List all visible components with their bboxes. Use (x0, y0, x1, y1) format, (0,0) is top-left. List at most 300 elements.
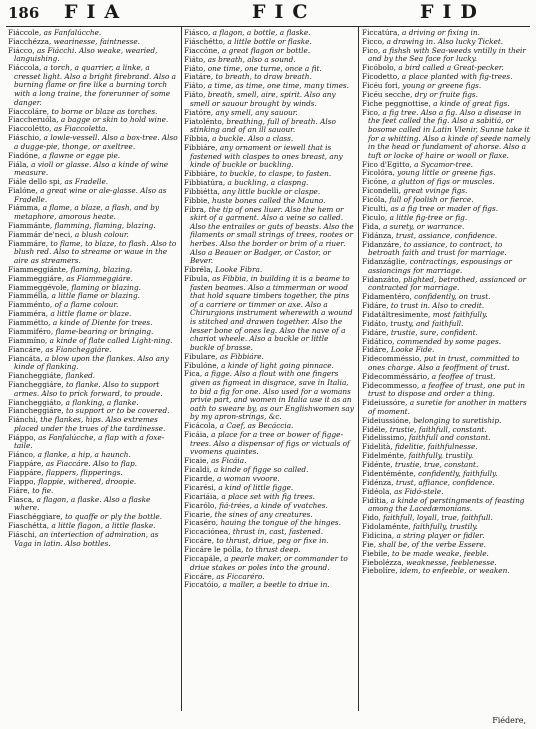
entry-headword: Fiáppo, (8, 432, 36, 442)
entry-headword: Fibra, (184, 204, 207, 214)
entry-definition: a buckling, a claspng. (227, 177, 309, 187)
dictionary-entry (184, 370, 354, 422)
entry-headword: Fidanzáre, (362, 239, 402, 249)
entry-headword: Fidénza, (362, 477, 394, 487)
entry-headword: Fibbie, (184, 195, 210, 205)
entry-definition: put in trust, committed to ones charge. Also a feoffment of trust. (368, 354, 520, 372)
entry-definition: confidently, on trust. (414, 292, 491, 302)
dictionary-entry (8, 531, 178, 548)
entry-headword: Fidecomméssio, (362, 354, 422, 364)
entry-headword: Fiánchi, (8, 415, 38, 425)
entry-headword: Fiammiféro, (8, 327, 54, 337)
dictionary-entry (8, 161, 178, 178)
entry-definition: a fig tree. Also a fig. Also a disease in the feet called the fig. Also a sabitiá, or bosome called in Latin Vlenir, Sunne take it for a whitting. Also a kinde of seede namely in the head or fundament of ahorse. Also a tuft or locke of haire or wooll or flaxe. (368, 107, 531, 160)
entry-definition: to thrust, driue, peg or fixe in. (216, 536, 329, 546)
entry-headword: Fiáto, (184, 81, 206, 91)
entry-headword: Fida, (362, 221, 381, 231)
entry-definition: a place set with fig trees. (221, 491, 315, 501)
entry-definition: a violl or glasse. Also a kinde of wine measure. (14, 159, 169, 178)
entry-definition: to borne or blaze as torches. (51, 106, 158, 116)
entry-definition: a flanking, a flanke. (65, 397, 139, 407)
entry-headword: Ficariáia, (184, 491, 220, 501)
dictionary-entry (362, 276, 532, 293)
entry-definition: flamming, flaming, blazing. (54, 220, 156, 230)
dictionary-entry (8, 496, 178, 513)
entry-headword: Fiáto, (184, 90, 206, 100)
entry-headword: Fiammeggévole, (8, 282, 70, 292)
entry-definition: a little bottle or flaske. (227, 36, 312, 46)
entry-definition: as Fanfalúcche, a flap with a foxe-taile. (14, 432, 165, 451)
entry-headword: Fialóne, (8, 185, 38, 195)
dictionary-entry (362, 399, 532, 416)
entry-definition: to flanke. Also to support armes. Also to prick forward, to proude. (14, 380, 163, 398)
entry-definition: a lowle-vessell. Also a box-tree. Also a dugge-pie, thonge, or axeltree. (14, 133, 178, 151)
entry-headword: Ficcatúra, (362, 29, 400, 37)
dictionary-entry (184, 555, 354, 572)
entry-headword: Fiatolénto, (184, 116, 225, 126)
entry-definition: to assiance, to contract, to betroath faith and trust for marriage. (368, 239, 507, 258)
entry-definition: a feoffee of trust. (431, 371, 496, 381)
entry-definition: a kind of little figge. (218, 482, 294, 492)
entry-definition: a little flame or blazing. (51, 291, 140, 301)
entry-headword: Fidicina, (362, 530, 395, 540)
dictionary-entry (184, 581, 354, 590)
entry-definition: as Fiácchi. Also weake, wearied, languishing. (14, 45, 158, 64)
entry-definition: one time, one turne, once a fit. (207, 63, 322, 73)
entry-headword: Fidítia, (362, 495, 389, 505)
entry-headword: Fiáto, (184, 54, 206, 64)
entry-headword: Ficarde, (184, 474, 215, 483)
entry-definition: trust, affiance, confidence. (395, 477, 495, 487)
entry-headword: Fibbiatúra, (184, 177, 226, 187)
entry-definition: a great wine or ale-glasse. Also as Fradelle. (14, 185, 167, 204)
entry-headword: Ficcáre le pólla, (184, 545, 244, 555)
entry-headword: Fiamméra, (8, 309, 49, 319)
entry-headword: Fidáre, (362, 300, 389, 310)
entry-headword: Fiappo, (8, 476, 36, 486)
entry-definition: the sines of any creatures. (214, 509, 313, 519)
dictionary-entry (184, 206, 354, 266)
entry-definition: faithfully, trustily. (412, 522, 478, 532)
entry-headword: Fidático, (362, 336, 395, 346)
entry-headword: Fiámma, (8, 203, 41, 213)
entry-definition: as Ficcaréro. (216, 571, 265, 581)
entry-definition: a buckle. Also a class. (212, 134, 294, 144)
entry-definition: an interiection of admiration, as Vaga in latin. Also bottles. (14, 530, 159, 548)
entry-definition: a string player or fidler. (396, 530, 485, 540)
entry-headword: Ficcatóio, (184, 580, 221, 590)
entry-definition: as Fibbiáre. (219, 351, 264, 361)
entry-headword: Fidánza, (362, 230, 394, 240)
dictionary-column-right (362, 29, 532, 711)
entry-headword: Ficaldi, (184, 465, 212, 475)
entry-definition: as a fig tree or mader of figs. (390, 204, 499, 214)
entry-definition: young little or greene figs. (397, 168, 496, 178)
entry-headword: Fiáschio, (8, 133, 42, 143)
entry-headword: Fideiussóre, (362, 398, 408, 408)
dictionary-entry (184, 275, 354, 352)
entry-headword: Ficcáre, (184, 571, 215, 581)
entry-headword: Fiála, (8, 159, 29, 169)
entry-definition: huste bones called the Mauno. (212, 195, 326, 205)
dictionary-entry (8, 134, 178, 151)
entry-definition: weaknesse, feeblenesse. (406, 557, 497, 567)
dictionary-entry (362, 382, 532, 399)
entry-definition: confidently, faithfully. (418, 468, 498, 478)
header-rule (6, 26, 530, 27)
entry-headword: Fiáccola, (8, 63, 42, 73)
entry-headword: Fiácco, (8, 45, 35, 55)
dictionary-entry (8, 240, 178, 266)
entry-definition: fiá-trées, a kinde of vvatches. (219, 500, 328, 510)
entry-headword: Ficarie, (184, 509, 213, 519)
entry-headword: Fiammétto, (8, 318, 51, 328)
dictionary-entry (362, 241, 532, 258)
entry-headword: Fibulóne, (184, 360, 219, 370)
entry-definition: the tip of ones liuer. Also the hem or skirt of a garment. Also a veine so called. Also the entrailes or guts of beasts. Also the filaments or small strings of trees, rootes or herbes. Also the border or brim of a riuer. Also a Beauer or Badger, or Castor, or Bever. (190, 204, 354, 266)
dictionary-column-middle (184, 29, 354, 711)
entry-definition: as Fidó-stele. (394, 486, 444, 496)
entry-definition: a kinde of figge so called. (213, 465, 309, 475)
dictionary-entry (362, 109, 532, 161)
entry-headword: Fiappáre, (8, 459, 44, 469)
entry-headword: Ficaie, (184, 456, 209, 466)
entry-headword: Fidanzáto, (362, 274, 401, 284)
dictionary-entry (8, 434, 178, 451)
entry-definition: shall be, of the verbe Essere. (378, 539, 486, 549)
entry-definition: commended by some pages. (396, 336, 502, 346)
entry-definition: trusty, and faithfull. (390, 318, 464, 328)
entry-headword: Ficarólo, (184, 500, 217, 510)
page-header (0, 0, 536, 26)
entry-definition: a Caef, as Becáccia. (219, 421, 294, 431)
entry-definition: flanked. (65, 371, 96, 381)
entry-definition: to flame, to blaze, to flash. Also to blush red. Also to streame or waue in the aire as streamers. (14, 238, 177, 265)
entry-definition: a kinde of flate called Light-ning. (49, 335, 173, 345)
entry-headword: Ficodetto, (362, 72, 400, 82)
entry-headword: Fidatáltresimente, (362, 309, 431, 319)
entry-headword: Fico, (362, 45, 381, 55)
dictionary-entry (184, 431, 354, 457)
entry-definition: a feoffee of trust, one put in trust to dispose and order a thing. (368, 380, 526, 399)
entry-headword: Fiáschétto, (184, 36, 226, 46)
entry-headword: Ficcapále, (184, 554, 222, 564)
entry-headword: Fiche peggnottise, (362, 98, 431, 108)
entry-headword: Fiatáre, (184, 72, 214, 82)
entry-headword: Fiaccolétto, (8, 124, 52, 134)
dictionary-entry (184, 118, 354, 135)
entry-headword: Ficulti, (362, 204, 389, 214)
entry-headword: Fie, (362, 539, 377, 549)
entry-definition: a flawne or egge pie. (42, 150, 121, 160)
entry-headword: Fidelménte, (362, 451, 407, 461)
entry-headword: Ficóne, (362, 177, 390, 187)
entry-definition: most faithfully. (432, 309, 488, 319)
entry-definition: to thrust deep. (245, 545, 301, 555)
entry-definition: a bird called a Great-pecker. (398, 63, 504, 73)
entry-definition: a place for a tree or bower of figge-trees. Also a dispensar of figs or victuals of vvomens quaintes. (190, 430, 350, 457)
entry-headword: Fiammélla, (8, 291, 50, 301)
entry-definition: a drawing in. Also lucky Ticket. (386, 36, 504, 46)
entry-definition: a kinde of light going pinnace. (221, 360, 334, 370)
entry-definition: faithfull, loyall, true, faithfull. (383, 513, 493, 523)
entry-headword: Fidanzáglie, (362, 257, 408, 267)
entry-definition: a figge. Also a flout with one fingers given as figmeat in disgrace, save in Italia, to bid a fig for one. Also used for a womans privie part, and women in Italia use it as an oath to sweare by, as our Englishwomen say by my apron-strings, &c. (190, 369, 354, 422)
entry-headword: Fiadóne, (8, 150, 41, 160)
entry-headword: Ficulo, (362, 212, 388, 222)
entry-headword: Fidéle, (362, 424, 388, 434)
entry-headword: Ficco, (362, 36, 385, 46)
entry-headword: Fibbiétta, (184, 186, 220, 196)
running-head-left: FIA (64, 1, 129, 23)
dictionary-entry (8, 204, 178, 221)
entry-headword: Fibréla, (184, 265, 213, 275)
entry-headword: Ficéu secche, (362, 89, 413, 99)
entry-headword: Fiánco, (8, 450, 36, 460)
entry-headword: Ficáia, (184, 430, 209, 440)
entry-headword: Fiammáre, (8, 238, 49, 248)
entry-definition: a flagon, a bottle, a flaske. (212, 29, 311, 37)
entry-headword: Fiebolézza, (362, 557, 404, 567)
entry-definition: any smell, any sauour. (215, 107, 298, 117)
entry-headword: Fiammár de'neci, (8, 229, 73, 239)
entry-definition: flaming or blazing. (71, 282, 141, 292)
dictionary-entry (362, 258, 532, 275)
entry-headword: Fidáre, (362, 345, 389, 355)
entry-definition: great vvinge figs. (403, 186, 468, 196)
entry-definition: as Fiaccoletta. (53, 124, 108, 134)
entry-headword: Fiasca, (8, 494, 35, 504)
page-number: 186 (8, 4, 40, 22)
entry-definition: to buckle, to claspe, to fasten. (219, 169, 332, 179)
entry-definition: a flagon, a flaske. Also a flaske where. (14, 494, 151, 513)
entry-headword: Fiaschétta, (8, 521, 50, 531)
entry-headword: Fiancheggiáto, (8, 397, 64, 407)
entry-definition: hauing the tongue of the hinges. (220, 518, 341, 528)
entry-definition: flappers, flipperings. (45, 468, 123, 478)
entry-definition: a flame, a blaze, a flash, and by metaphore, amorous heate. (14, 203, 159, 222)
entry-definition: breathing, full of breath. Also stinking and of an ill sauour. (190, 116, 336, 135)
entry-definition: a fishsh with Sea-weeds vntilly in their and by the Sea face for lucky. (368, 45, 526, 64)
entry-definition: thrust in, cast, fastened. (232, 527, 324, 537)
entry-headword: Fiancheggiáre, (8, 380, 64, 390)
entry-definition: a woman vvoore. (216, 474, 280, 483)
entry-headword: Ficóbolo, (362, 63, 396, 73)
entry-definition: as Fiaccáre. Also to flap. (45, 459, 137, 469)
entry-headword: Fibbiáre, (184, 142, 218, 152)
entry-definition: a torch, a quarrier, a linke, a cresset light. Also a bright firebrand. Also a burning flame or fire like a burning torch with a long traine, the forerunner of some danger. (14, 63, 177, 107)
entry-definition: a glutton of figs or muscles. (391, 177, 495, 187)
entry-headword: Ficcáre, (184, 536, 215, 546)
dictionary-entry (362, 567, 532, 576)
entry-definition: Looke Fide. (390, 345, 435, 355)
entry-definition: Looke Fibra. (215, 265, 263, 275)
entry-definition: a surety, or warrance. (383, 221, 465, 231)
entry-headword: Fiappáre, (8, 468, 44, 478)
entry-definition: full of foolish or fierce. (389, 195, 474, 205)
entry-definition: a kinde of Diente for trees. (52, 318, 153, 328)
dictionary-entry (8, 47, 178, 64)
entry-headword: Fibbiáre, (184, 169, 218, 179)
entry-definition: faithfull and constant. (408, 433, 491, 443)
dictionary-entry (362, 47, 532, 64)
entry-headword: Fidamentéro, (362, 292, 412, 302)
entry-definition: as Fiancheggiáre. (45, 344, 112, 354)
entry-headword: Fidáre, (362, 327, 389, 337)
entry-definition: of a flame colour. (54, 300, 119, 310)
entry-headword: Ficéu fori, (362, 81, 401, 91)
dictionary-entry (362, 355, 532, 372)
entry-definition: a little fig-tree or fig. (389, 212, 468, 222)
entry-definition: a blow upon the flankes. Also any kinde of flanking. (14, 353, 169, 372)
entry-headword: Fidentéménte, (362, 468, 416, 478)
entry-headword: Fiancáta, (8, 353, 43, 363)
entry-definition: a bagge or skin to hold wine. (60, 115, 169, 125)
dictionary-entry (8, 187, 178, 204)
entry-headword: Fiammíno, (8, 335, 48, 345)
entry-definition: a little flame or blaze. (50, 309, 132, 319)
entry-definition: fidelitie, faithfulnesse. (394, 442, 478, 452)
entry-headword: Ficaséro, (184, 518, 219, 528)
catchword: Fiédere, (492, 716, 526, 725)
entry-definition: to trust in. Also to credit. (390, 300, 485, 310)
entry-headword: Fiancheggiáre, (8, 406, 64, 416)
entry-definition: as Fradelle. (64, 177, 109, 187)
entry-definition: a suretie for another in matters of moment. (368, 398, 527, 416)
entry-headword: Fidelissimo, (362, 433, 407, 443)
entry-headword: Fiacchézza, (8, 36, 52, 46)
entry-headword: Fiaccóne, (184, 45, 220, 55)
entry-definition: as Fanfalúcche. (43, 29, 102, 37)
entry-definition: a kinde of perstingments of feasting among the Lacedæmonians. (368, 495, 525, 514)
entry-headword: Ficcaciónea, (184, 527, 231, 537)
entry-definition: young or greene figs. (402, 81, 482, 91)
entry-headword: Fiancheggiáte, (8, 371, 64, 381)
entry-headword: Ficondelli, (362, 186, 401, 196)
entry-definition: a driving or fixing in. (402, 29, 480, 37)
column-rule (358, 27, 359, 711)
entry-definition: trustie, faithfull, constant. (389, 424, 487, 434)
entry-headword: Fiancáre, (8, 344, 44, 354)
entry-definition: trust, assiance, confidence. (395, 230, 498, 240)
entry-definition: a pearle maker, or commander to driue stakes or poles into the ground. (190, 554, 348, 572)
entry-definition: wearinesse, faintnesse. (53, 36, 140, 46)
entry-definition: trustie, true, constant. (394, 460, 479, 470)
entry-headword: Fidénte, (362, 460, 393, 470)
entry-headword: Fiaschéggiare, (8, 512, 63, 522)
entry-headword: Fiatóre, (184, 107, 214, 117)
entry-headword: Fíbula, (184, 273, 210, 283)
column-rule (181, 27, 182, 711)
entry-definition: flame-bearing or bringing. (55, 327, 154, 337)
entry-headword: Fico, (362, 107, 381, 117)
entry-definition: as Ficáia. (211, 456, 247, 466)
entry-headword: Fidelità, (362, 442, 393, 452)
entry-headword: Fiammánte, (8, 220, 53, 230)
entry-definition: as Fibbia, in building it is a beame to fasten beames. Also a timmerman or wood that hold square timbers together, the pins of a carriere or timmer or axe. Also a Chirurgions instrument wherewith a wound is stitched and drawen together. Also the lesser bone of ones leg. Also the nave of a chariot wheele. Also a buckle or little buckle of brasse. (190, 273, 353, 352)
entry-headword: Fiamménto, (8, 300, 53, 310)
dictionary-entry (8, 381, 178, 398)
entry-definition: any little buckle or claspe. (222, 186, 321, 196)
entry-headword: Ficácola, (184, 421, 218, 431)
entry-headword: Fica, (184, 369, 203, 379)
entry-headword: Fiále dello spi, (8, 177, 63, 187)
entry-definition: trustie, sure, confident. (390, 327, 478, 337)
entry-headword: Ficolóra, (362, 168, 395, 178)
dictionary-entry (8, 64, 178, 107)
entry-definition: a place planted with fig-trees. (401, 72, 513, 82)
entry-definition: as breath, also a sound. (207, 54, 296, 64)
entry-definition: contractings, espousings or assiancings for marriage. (368, 257, 512, 275)
entry-definition: to breath, to draw breath. (215, 72, 312, 82)
entry-definition: faithfully, trustily. (408, 451, 474, 461)
entry-definition: a maller, a beetle to driue in. (222, 580, 330, 590)
entry-definition: flaming, blazing. (70, 264, 133, 274)
entry-headword: Fidecomméssário, (362, 371, 430, 381)
entry-definition: a great flagon or bottle. (221, 45, 311, 55)
entry-headword: Fiammeggiánte, (8, 264, 69, 274)
entry-definition: a kinde of great figs. (433, 98, 510, 108)
entry-definition: a Sycamor-tree. (414, 159, 473, 169)
entry-headword: Fiáccole, (8, 29, 42, 37)
entry-headword: Fido, (362, 513, 381, 523)
entry-headword: Fiáto, (184, 63, 206, 73)
entry-definition: the flankes, hips. Also extremes placed under the trues of the tardinesse. (14, 415, 166, 433)
dictionary-entry (8, 355, 178, 372)
entry-definition: plighted, betrothed, assianced or contracted for marriage. (368, 274, 527, 293)
running-head-center: FIC (252, 1, 317, 23)
dictionary-entry (184, 91, 354, 108)
entry-headword: Fidáto, (362, 318, 389, 328)
running-head-right: FID (420, 1, 486, 23)
entry-headword: Fidolaménte, (362, 522, 411, 532)
dictionary-entry (8, 416, 178, 433)
entry-headword: Fiáschi, (8, 530, 37, 540)
entry-headword: Fiebile, (362, 548, 390, 558)
entry-definition: a little flagon, a little flaske. (51, 521, 156, 531)
entry-headword: Fideiussióne, (362, 415, 411, 425)
entry-definition: a time, as time, one time, many times. (207, 81, 349, 91)
entry-definition: to be made weake, feeble. (392, 548, 489, 558)
entry-definition: to quaffe or ply the bottle. (65, 512, 163, 522)
dictionary-column-left (8, 29, 178, 711)
entry-headword: Fiáre, (8, 485, 30, 495)
entry-definition: idem, to enfeeble, or weaken. (399, 566, 510, 576)
entry-headword: Fico d'Egitto, (362, 159, 412, 169)
entry-definition: any ornament or iewell that is fastened with claspes to ones breast, any kinde of buckle or buckling. (190, 142, 343, 170)
entry-definition: dry or fruite figs. (414, 89, 478, 99)
entry-headword: Fidecommesso, (362, 380, 420, 390)
entry-definition: breath, smell, aire, spirit. Also any smell or sauour brought by winds. (190, 90, 336, 108)
entry-definition: flappie, withered, droopie. (38, 476, 137, 486)
entry-headword: Ficarési, (184, 482, 217, 492)
entry-headword: Fibulare, (184, 351, 218, 361)
dictionary-entry (362, 497, 532, 514)
entry-definition: a blush colour. (74, 229, 129, 239)
entry-headword: Fiaccoláre, (8, 106, 50, 116)
entry-headword: Fiásco, (184, 29, 211, 37)
dictionary-entry (184, 144, 354, 170)
entry-definition: a flanke, a hip, a haunch. (37, 450, 131, 460)
entry-definition: to fie. (32, 485, 54, 495)
entry-headword: Fidéola, (362, 486, 392, 496)
entry-headword: Fiebolíre, (362, 566, 398, 576)
entry-headword: Fiaccheruóla, (8, 115, 59, 125)
entry-headword: Fíbbia, (184, 134, 210, 144)
entry-headword: Fiammeggiáre, (8, 273, 65, 283)
entry-definition: as Fiammeggiáre. (66, 273, 133, 283)
entry-headword: Ficóla, (362, 195, 387, 205)
